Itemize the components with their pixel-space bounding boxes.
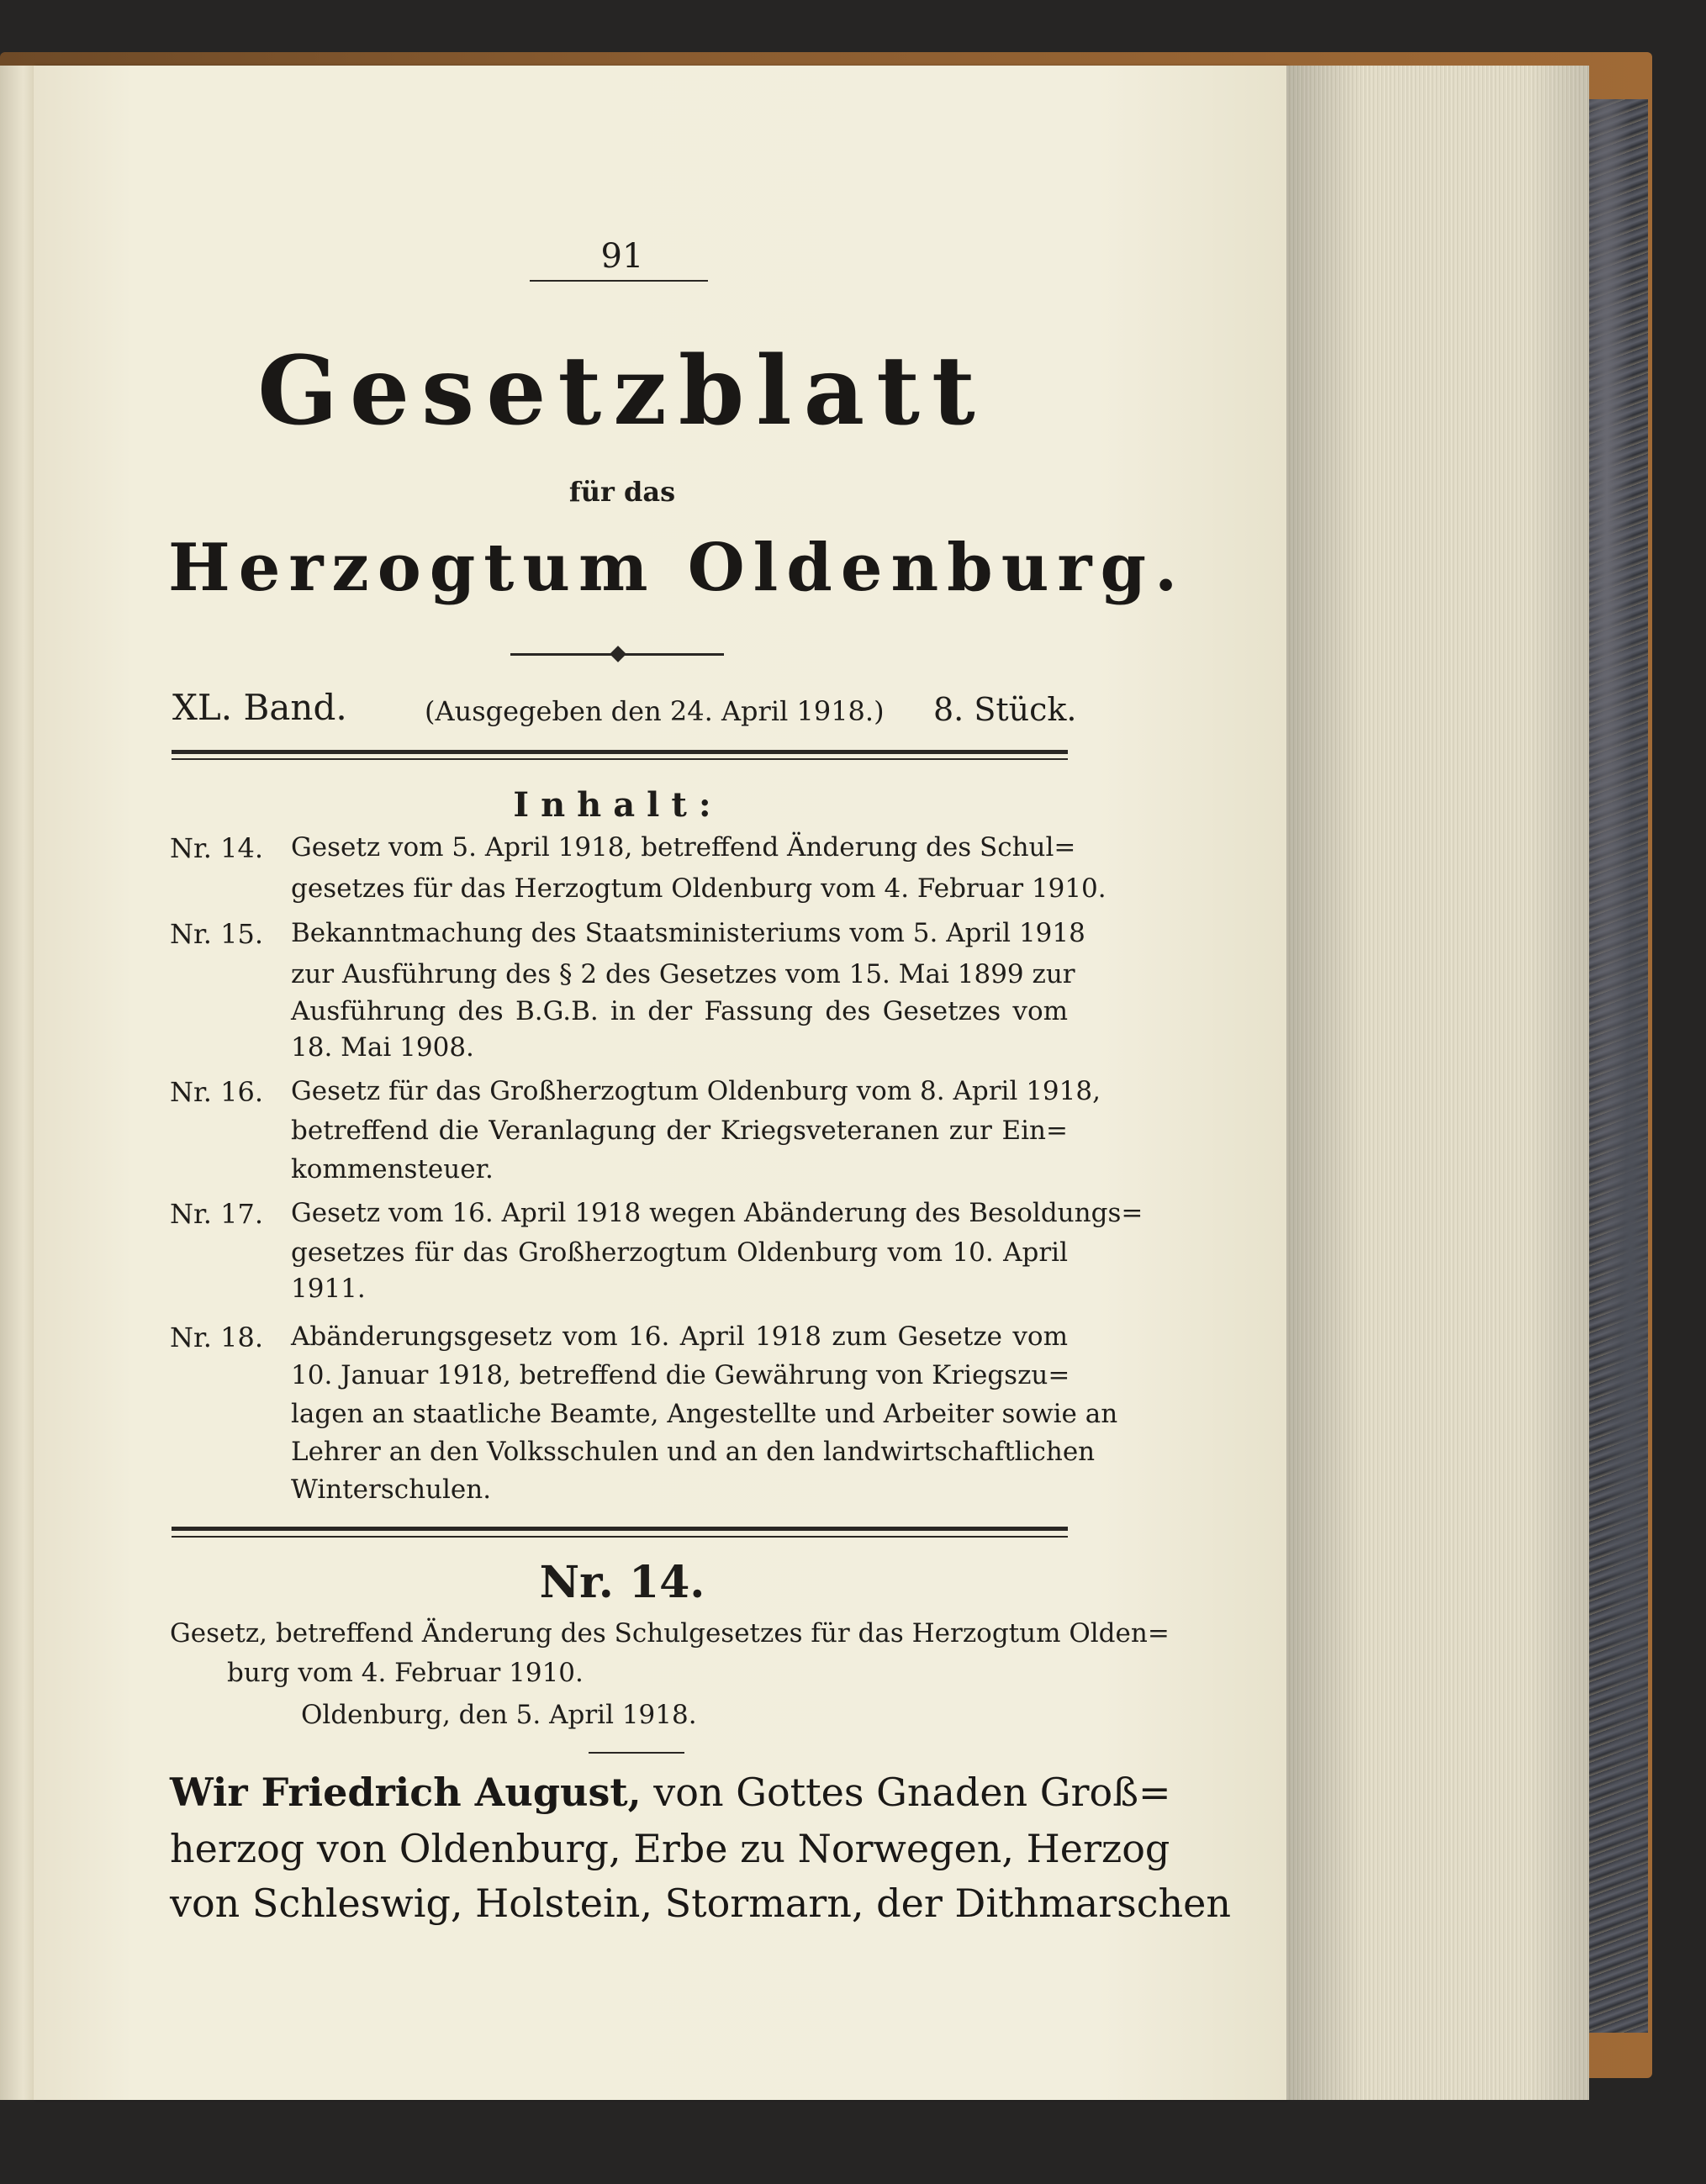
law-heading: Nr. 14.: [539, 1557, 705, 1608]
preamble-emphasis: Wir Friedrich August,: [170, 1770, 642, 1815]
entry-line: Abänderungsgesetz vom 16. April 1918 zum Gesetze vom: [291, 1321, 1068, 1352]
preamble-text: herzog von Oldenburg, Erbe zu Norwegen, Herzog: [170, 1826, 1170, 1871]
preamble-line: [170, 1770, 1171, 1815]
preamble-line: [170, 1881, 1232, 1926]
entry-line: 18. Mai 1908.: [291, 1032, 474, 1063]
entry-line: 10. Januar 1918, betreffend die Gewährung von Kriegszu=: [291, 1360, 1070, 1390]
gazette-title: Gesetzblatt: [257, 336, 987, 446]
gazette-territory: Herzogtum Oldenburg.: [168, 530, 1186, 606]
entry-line: Ausführung des B.G.B. in der Fassung des Gesetzes vom: [291, 996, 1068, 1026]
preamble-text: von Schleswig, Holstein, Stormarn, der Dithmarschen: [170, 1881, 1232, 1926]
entry-line: Gesetz vom 5. April 1918, betreffend Änderung des Schul=: [291, 832, 1076, 863]
header-rule-thin: [172, 758, 1068, 760]
volume-label: XL. Band.: [172, 687, 347, 728]
entry-number: Nr. 14.: [170, 832, 264, 864]
law-title: Gesetz, betreffend Änderung des Schulgesetzes für das Herzogtum Olden=: [170, 1618, 1170, 1649]
entry-line: Gesetz vom 16. April 1918 wegen Abänderung des Besoldungs=: [291, 1198, 1143, 1228]
header-rule-thick: [172, 750, 1068, 754]
page-stack-shadow: [1286, 66, 1589, 2100]
entry-number: Nr. 17.: [170, 1198, 264, 1230]
page-number: 91: [600, 237, 644, 276]
entry-line: Gesetz für das Großherzogtum Oldenburg vom 8. April 1918,: [291, 1076, 1101, 1106]
entry-line: lagen an staatliche Beamte, Angestellte und Arbeiter sowie an: [291, 1399, 1118, 1429]
entry-line: zur Ausführung des § 2 des Gesetzes vom 15. Mai 1899 zur: [291, 959, 1075, 989]
law-divider: [589, 1752, 684, 1754]
entry-line: Winterschulen.: [291, 1474, 492, 1505]
section-rule-thin: [172, 1536, 1068, 1538]
law-place-date: Oldenburg, den 5. April 1918.: [301, 1700, 697, 1730]
preamble-line: [170, 1826, 1170, 1871]
contents-heading: Inhalt:: [513, 785, 723, 825]
left-page-edge: [0, 66, 34, 2100]
entry-line: betreffend die Veranlagung der Kriegsveteranen zur Ein=: [291, 1116, 1068, 1146]
section-rule-thick: [172, 1527, 1068, 1531]
entry-line: gesetzes für das Großherzogtum Oldenburg vom 10. April: [291, 1237, 1068, 1268]
issue-number: 8. Stück.: [933, 691, 1077, 728]
preamble-text: von Gottes Gnaden Groß=: [641, 1770, 1171, 1815]
entry-line: 1911.: [291, 1274, 366, 1304]
entry-number: Nr. 18.: [170, 1321, 264, 1353]
page-number-rule: [530, 280, 708, 282]
entry-line: gesetzes für das Herzogtum Oldenburg vom 4. Februar 1910.: [291, 873, 1107, 904]
marbled-spine: [1589, 99, 1648, 2033]
entry-number: Nr. 15.: [170, 918, 264, 950]
entry-line: Lehrer an den Volksschulen und an den landwirtschaftlichen: [291, 1437, 1096, 1467]
law-title-continued: burg vom 4. Februar 1910.: [227, 1658, 584, 1688]
gazette-title-connector: für das: [568, 476, 676, 508]
entry-line: kommensteuer.: [291, 1154, 494, 1184]
entry-number: Nr. 16.: [170, 1076, 264, 1108]
entry-line: Bekanntmachung des Staatsministeriums vom 5. April 1918: [291, 918, 1085, 948]
issue-date: (Ausgegeben den 24. April 1918.): [425, 695, 885, 727]
